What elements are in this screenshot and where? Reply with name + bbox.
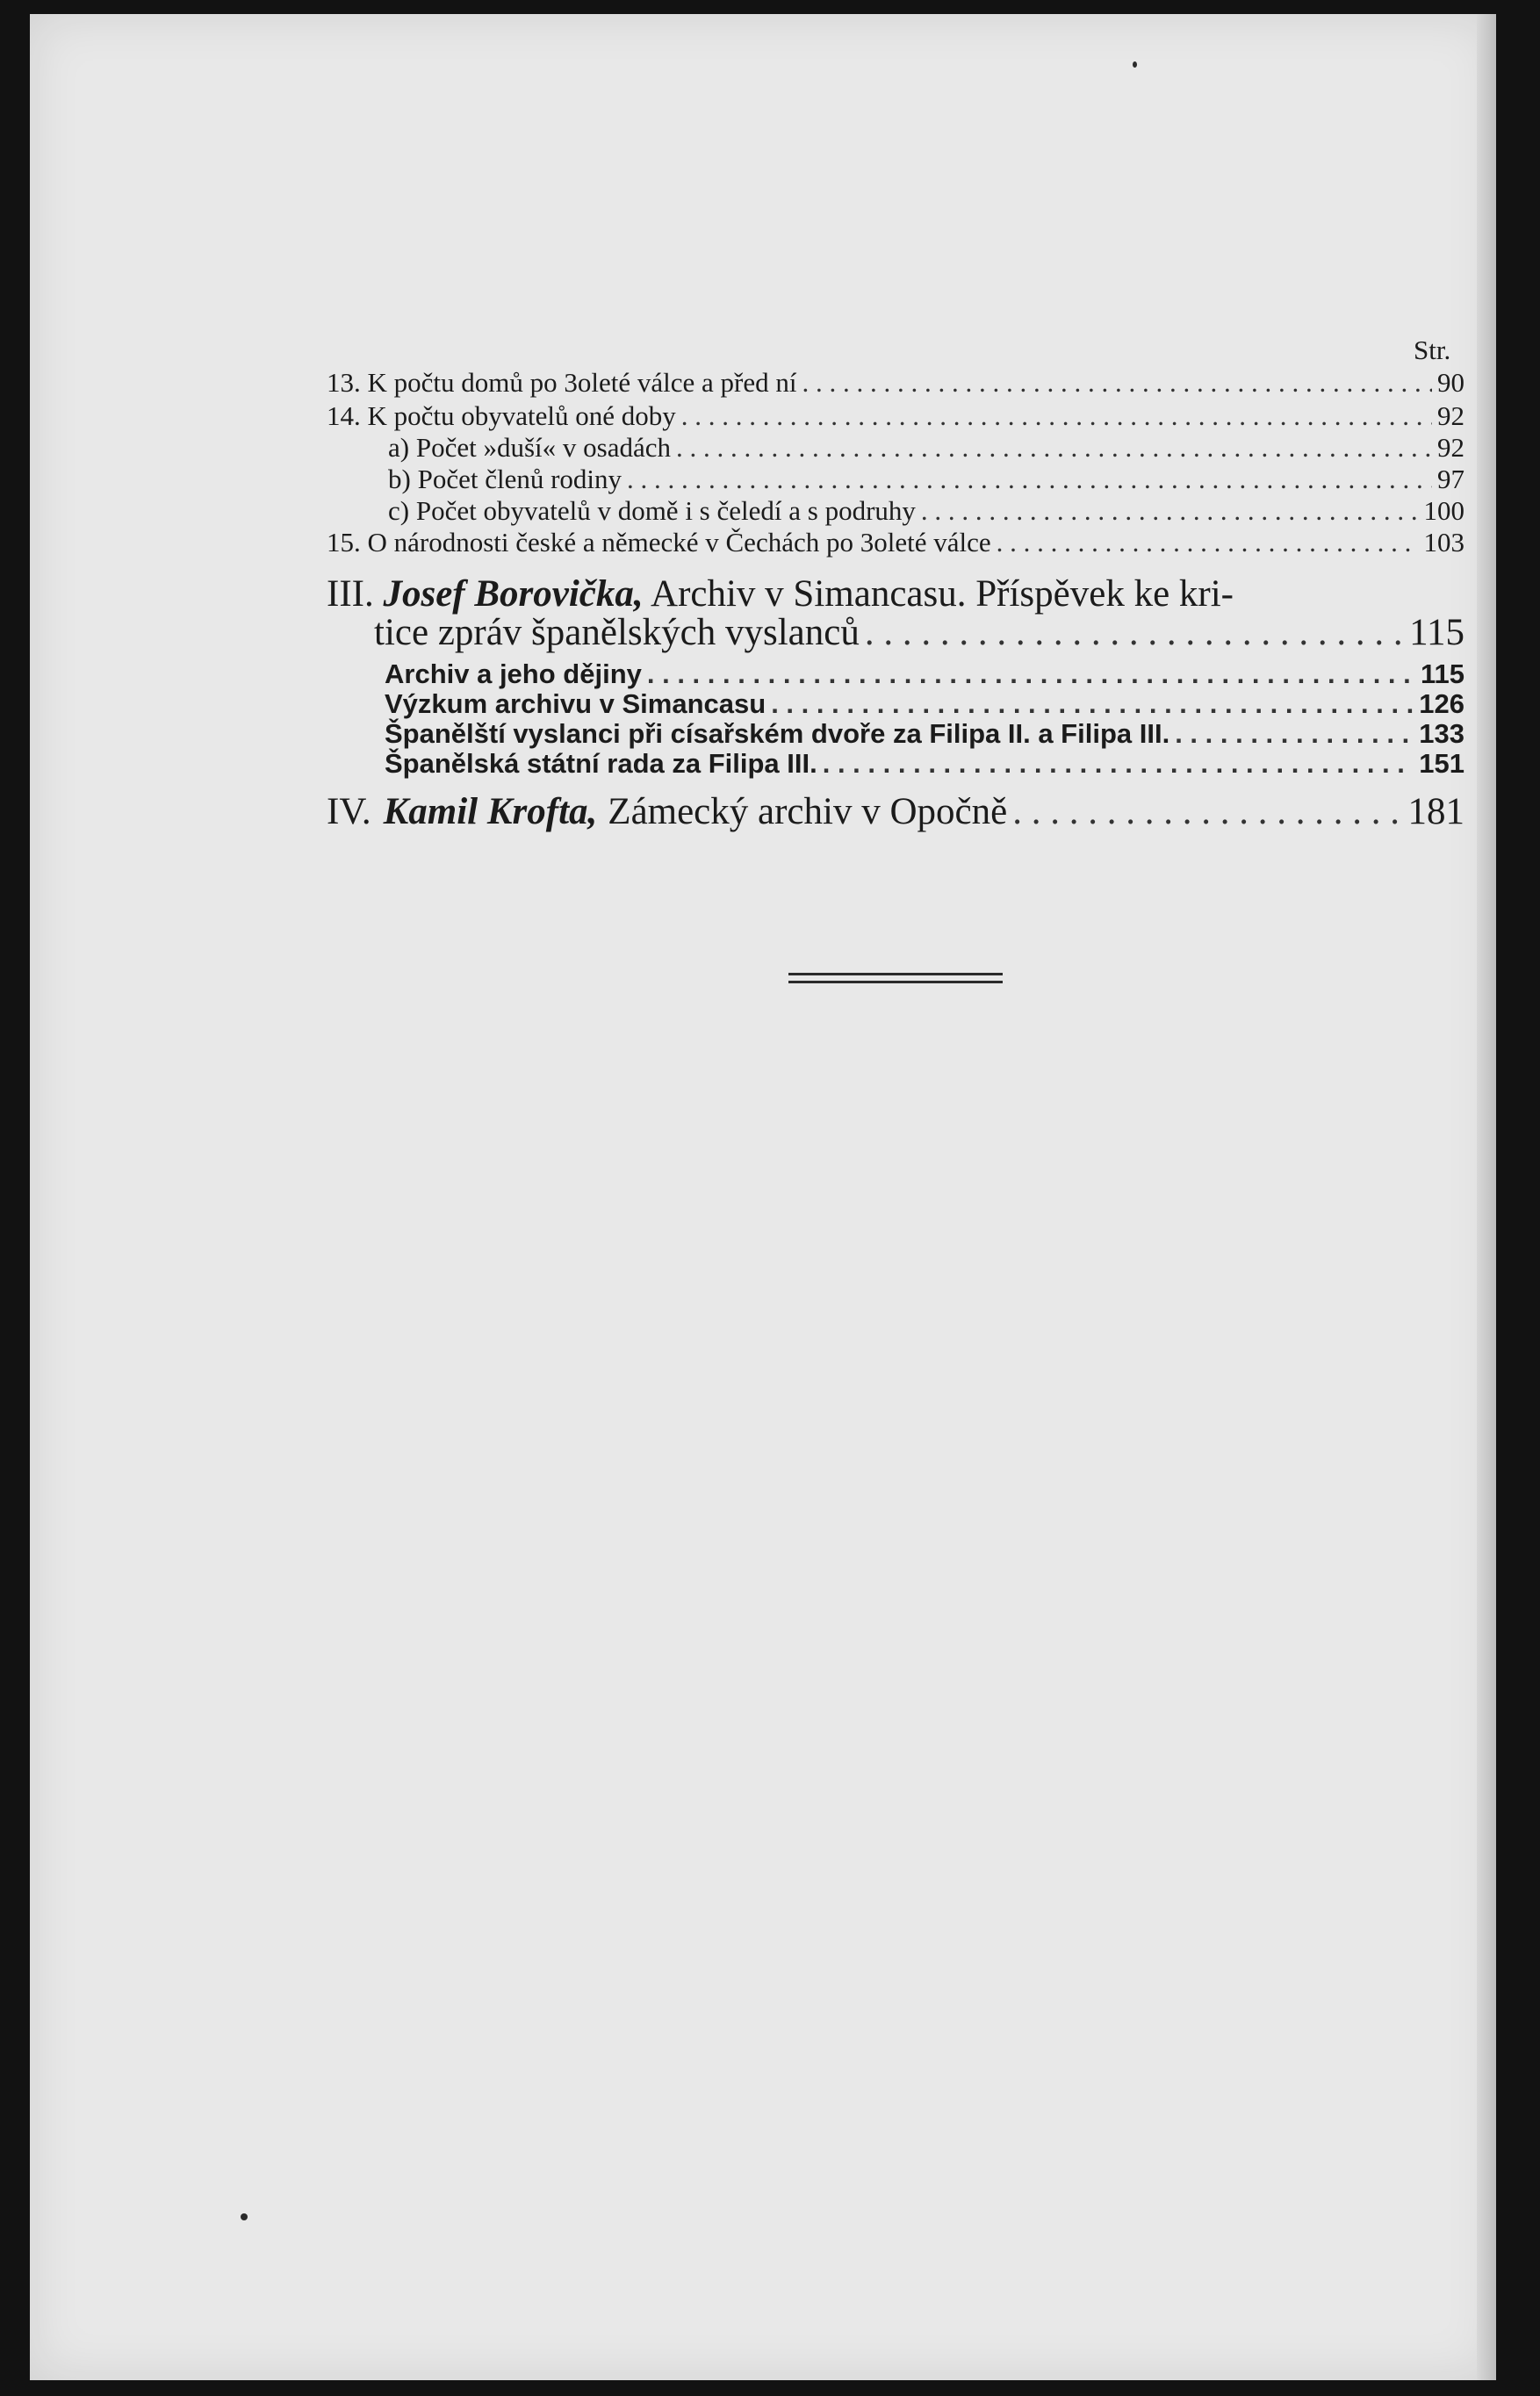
toc-entry-label: 15. O národnosti české a německé v Čechách po 3oleté válce <box>327 527 991 558</box>
subentry-label: Španělská státní rada za Filipa III. <box>385 748 817 779</box>
scan-speck <box>1133 61 1137 68</box>
section-author: Josef Borovička, <box>383 573 644 615</box>
section-4-heading <box>327 790 1464 833</box>
toc-entry-14c <box>388 495 1464 527</box>
subentry-label: Španělští vyslanci při císařském dvoře za Filipa II. a Filipa III. <box>385 718 1170 749</box>
section-3-subentry <box>385 658 1464 690</box>
section-3-title-line2 <box>374 611 1464 654</box>
toc-entry-14 <box>327 400 1464 432</box>
page-column-label: Str. <box>1414 335 1451 365</box>
dot-leader <box>681 400 1432 432</box>
toc-entry-label: a) Počet »duší« v osadách <box>388 432 671 463</box>
section-3-heading <box>327 572 1234 615</box>
document-page <box>30 14 1496 2380</box>
dot-leader <box>921 495 1419 527</box>
toc-entry-label: 13. K počtu domů po 3oleté válce a před ní <box>327 367 797 398</box>
toc-entry-page: 90 <box>1437 367 1464 398</box>
section-numeral: IV. <box>327 791 371 832</box>
toc-entry-14a <box>388 432 1464 464</box>
subentry-label: Archiv a jeho dějiny <box>385 658 642 689</box>
scan-speck <box>241 2213 248 2220</box>
subentry-label: Výzkum archivu v Simancasu <box>385 688 766 719</box>
dot-leader <box>865 611 1404 654</box>
section-title: Archiv v Simancasu. Příspěvek ke kri- <box>651 573 1234 615</box>
toc-entry-15 <box>327 527 1464 558</box>
dot-leader <box>647 658 1415 690</box>
subentry-page: 115 <box>1420 658 1464 689</box>
ornamental-rule <box>788 981 1003 983</box>
dot-leader <box>802 367 1432 399</box>
section-page: 181 <box>1407 791 1464 832</box>
toc-entry-label: 14. K počtu obyvatelů oné doby <box>327 400 676 431</box>
section-3-subentry <box>385 748 1464 780</box>
toc-entry-page: 103 <box>1423 527 1464 558</box>
dot-leader <box>676 432 1432 464</box>
toc-entry-14b <box>388 464 1464 495</box>
dot-leader <box>627 464 1432 495</box>
table-of-contents <box>30 14 1496 2380</box>
toc-entry-page: 92 <box>1437 400 1464 431</box>
ornamental-rule <box>788 973 1003 975</box>
toc-entry-page: 92 <box>1437 432 1464 463</box>
section-3-subentry <box>385 688 1464 720</box>
section-page: 115 <box>1409 612 1464 653</box>
dot-leader <box>997 527 1419 558</box>
toc-entry-label: c) Počet obyvatelů v domě i s čeledí a s podruhy <box>388 495 916 526</box>
toc-entry-page: 100 <box>1423 495 1464 526</box>
subentry-page: 151 <box>1419 748 1464 779</box>
section-numeral: III. <box>327 573 374 615</box>
subentry-page: 126 <box>1419 688 1464 719</box>
dot-leader <box>1012 790 1402 833</box>
section-title: Zámecký archiv v Opočně <box>608 791 1008 832</box>
toc-entry-label: b) Počet členů rodiny <box>388 464 622 494</box>
section-author: Kamil Krofta, <box>383 791 598 832</box>
dot-leader <box>1175 718 1414 750</box>
dot-leader <box>771 688 1414 720</box>
toc-entry-page: 97 <box>1437 464 1464 494</box>
section-title: tice zpráv španělských vyslanců <box>374 612 860 653</box>
subentry-page: 133 <box>1419 718 1464 749</box>
section-3-subentry <box>385 718 1464 750</box>
toc-entry-13 <box>327 367 1464 399</box>
dot-leader <box>823 748 1414 780</box>
